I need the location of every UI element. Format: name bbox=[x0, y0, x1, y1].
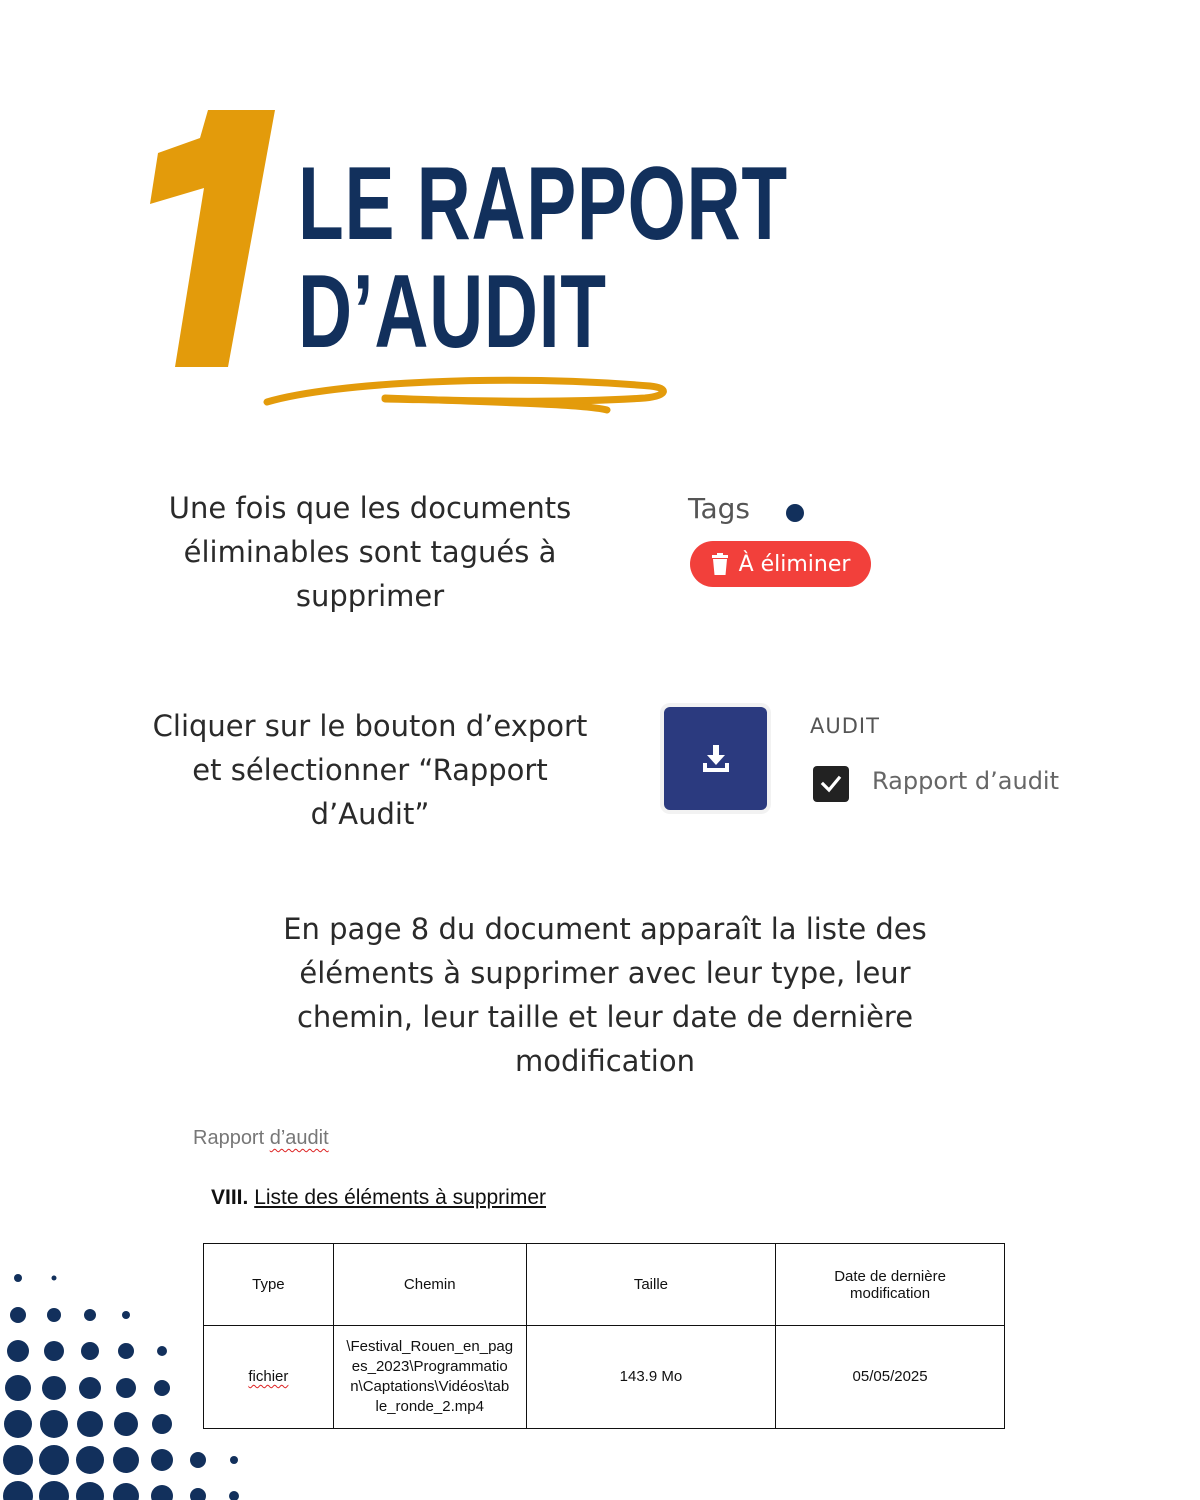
title-line-1: LE RAPPORT bbox=[298, 146, 788, 262]
cell-taille: 143.9 Mo bbox=[526, 1326, 775, 1429]
elements-table bbox=[203, 1243, 1005, 1429]
decorative-dots bbox=[0, 1260, 260, 1500]
tag-a-eliminer[interactable] bbox=[690, 541, 871, 587]
column-header-date: Date de dernière modification bbox=[776, 1244, 1005, 1326]
section-title: Liste des éléments à supprimer bbox=[254, 1186, 547, 1209]
step1-text: Une fois que les documents éliminables sont tagués à supprimer bbox=[168, 491, 572, 613]
document-header-word: d’audit bbox=[269, 1127, 329, 1149]
title-line-2: D’AUDIT bbox=[298, 254, 607, 370]
rapport-audit-option-label[interactable]: Rapport d’audit bbox=[872, 767, 1060, 795]
column-header-taille: Taille bbox=[526, 1244, 775, 1326]
cell-type-value: fichier bbox=[248, 1368, 289, 1385]
cell-date: 05/05/2025 bbox=[776, 1326, 1005, 1429]
table-header-row bbox=[204, 1244, 1005, 1326]
title-underline-swash bbox=[255, 368, 675, 428]
audit-section-label: AUDIT bbox=[810, 714, 880, 738]
step2-text: Cliquer sur le bouton d’export et sélectionner “Rapport d’Audit” bbox=[152, 709, 588, 831]
page-title bbox=[298, 146, 788, 370]
path-line: n\Captations\Vidéos\tab bbox=[350, 1378, 510, 1395]
download-icon bbox=[700, 743, 732, 775]
rapport-audit-checkbox[interactable] bbox=[813, 766, 849, 802]
export-button[interactable] bbox=[664, 707, 767, 810]
tags-label: Tags bbox=[688, 492, 750, 525]
step3-text: En page 8 du document apparaît la liste des éléments à supprimer avec leur type, leur chemin, leur taille et leur date de dernière modification bbox=[283, 912, 927, 1078]
cell-chemin bbox=[333, 1326, 526, 1429]
number-one-graphic bbox=[140, 80, 300, 380]
path-line: \Festival_Rouen_en_pag bbox=[346, 1338, 514, 1355]
column-header-type: Type bbox=[204, 1244, 334, 1326]
document-header-prefix: Rapport bbox=[193, 1127, 270, 1149]
tags-indicator-dot bbox=[786, 504, 804, 522]
path-line: le_ronde_2.mp4 bbox=[375, 1398, 484, 1415]
trash-icon bbox=[711, 553, 729, 575]
tag-label: À éliminer bbox=[738, 551, 851, 577]
section-number: VIII. bbox=[211, 1186, 249, 1209]
path-line: es_2023\Programmatio bbox=[351, 1358, 508, 1375]
column-header-chemin: Chemin bbox=[333, 1244, 526, 1326]
section-heading bbox=[211, 1186, 546, 1210]
table-row bbox=[204, 1326, 1005, 1429]
document-header bbox=[193, 1127, 329, 1150]
checkmark-icon bbox=[819, 772, 843, 796]
